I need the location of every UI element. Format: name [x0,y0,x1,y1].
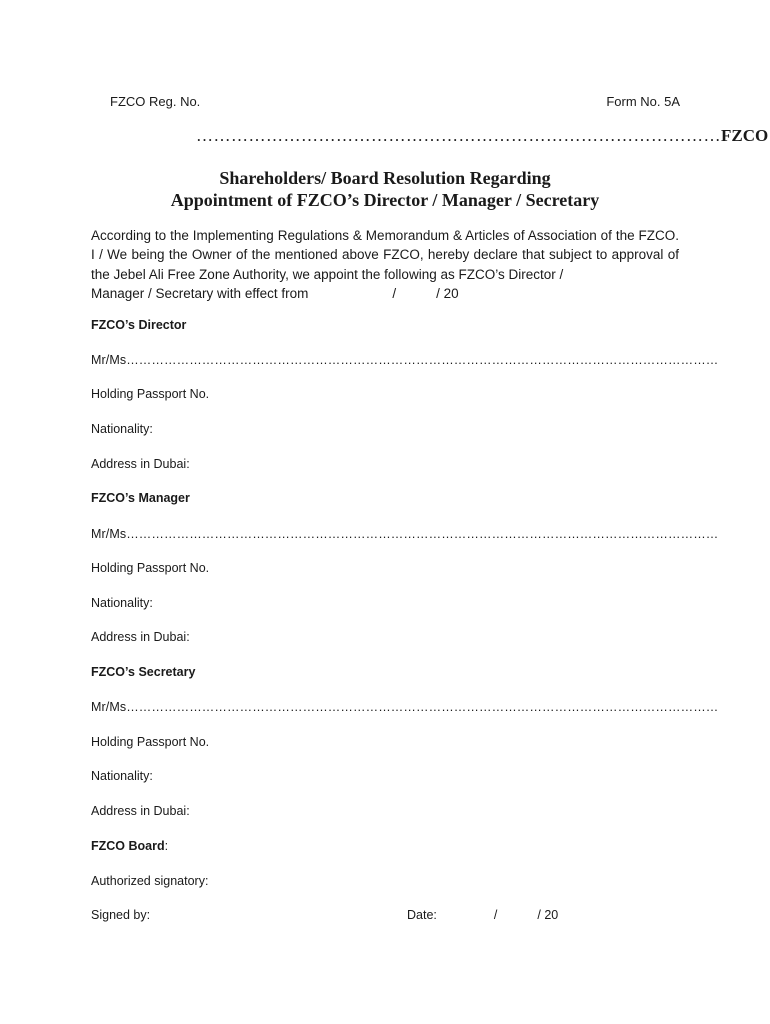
board-title: FZCO Board [91,839,165,853]
intro-paragraph [91,226,679,303]
director-address-label: Address in Dubai: [91,457,190,471]
secretary-name-field[interactable]: Mr/Ms…………………………………………………………………………………………………………………………… [91,700,719,714]
board-colon: : [164,839,169,853]
board-date-slash[interactable]: / [493,908,498,922]
manager-section-title: FZCO’s Manager [91,491,190,505]
effective-date-line [91,284,679,303]
secretary-nationality-label: Nationality: [91,769,153,783]
effective-date-year[interactable]: / 20 [436,285,459,301]
form-number: Form No. 5A [606,94,680,109]
intro-text: According to the Implementing Regulations & Memorandum & Articles of Association of the FZCO. I / We being the Owner of the mentioned above FZCO, hereby declare that subject to approval of the Jebel Ali Free Zone Authority, we appoint the following as FZCO’s Director / [91,228,679,282]
company-name-line [196,126,768,146]
manager-name-field[interactable]: Mr/Ms…………………………………………………………………………………………………………………………… [91,527,719,541]
company-suffix: FZCO [721,126,769,145]
effective-date-label: Manager / Secretary with effect from [91,285,309,301]
board-section-title [91,839,168,853]
board-date-label: Date: [407,908,437,922]
reg-no-label: FZCO Reg. No. [110,94,201,109]
authorized-signatory-label: Authorized signatory: [91,874,209,888]
signed-by-label: Signed by: [91,908,151,922]
secretary-section-title: FZCO’s Secretary [91,665,196,679]
director-name-field[interactable]: Mr/Ms…………………………………………………………………………………………………………………………… [91,353,719,367]
board-date-year[interactable]: / 20 [537,908,559,922]
secretary-passport-label: Holding Passport No. [91,735,210,749]
board-date-field [407,908,558,922]
effective-date-slash[interactable]: / [392,285,397,301]
company-name-blank[interactable]: ……………………………………………………………………………… [196,126,721,145]
director-section-title: FZCO’s Director [91,318,187,332]
document-title-line2: Appointment of FZCO’s Director / Manager / Secretary [170,190,600,210]
manager-address-label: Address in Dubai: [91,630,190,644]
manager-nationality-label: Nationality: [91,596,153,610]
secretary-address-label: Address in Dubai: [91,804,190,818]
manager-passport-label: Holding Passport No. [91,561,210,575]
director-passport-label: Holding Passport No. [91,387,210,401]
document-title-line1: Shareholders/ Board Resolution Regarding [219,168,551,188]
director-nationality-label: Nationality: [91,422,153,436]
